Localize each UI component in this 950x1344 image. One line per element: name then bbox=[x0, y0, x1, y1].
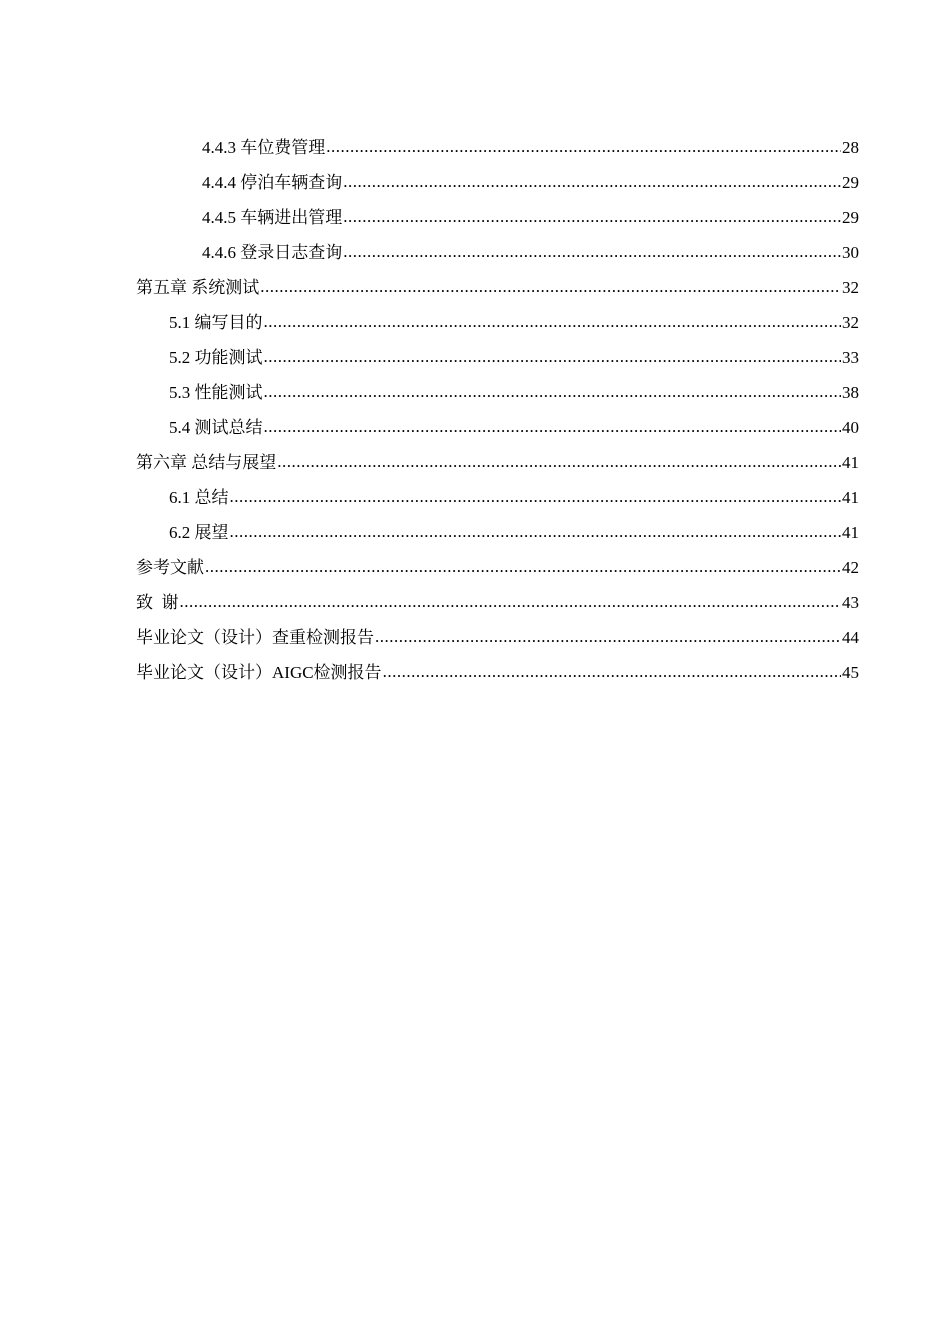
toc-entry-title: 5.3 性能测试 bbox=[169, 383, 263, 402]
toc-dot-leader bbox=[260, 273, 841, 301]
toc-dot-leader bbox=[343, 168, 841, 196]
toc-entry-title: 4.4.5 车辆进出管理 bbox=[202, 208, 343, 227]
toc-dot-leader bbox=[277, 448, 841, 476]
toc-entry-page: 33 bbox=[842, 348, 859, 367]
toc-entry-page: 42 bbox=[842, 558, 859, 577]
toc-dot-leader bbox=[264, 413, 842, 441]
toc-entry[interactable] bbox=[136, 414, 859, 449]
toc-chapter-entry[interactable] bbox=[136, 274, 859, 309]
toc-entry-title: 4.4.6 登录日志查询 bbox=[202, 243, 343, 262]
toc-entry[interactable] bbox=[136, 484, 859, 519]
toc-entry-title: 参考文献 bbox=[136, 558, 204, 577]
toc-entry-page: 41 bbox=[842, 488, 859, 507]
toc-chapter-entry[interactable] bbox=[136, 449, 859, 484]
toc-entry-title: 5.4 测试总结 bbox=[169, 418, 263, 437]
toc-entry-title: 第五章 系统测试 bbox=[136, 278, 260, 297]
toc-entry-page: 32 bbox=[842, 313, 859, 332]
toc-chapter-entry[interactable] bbox=[136, 589, 859, 624]
toc-entry-page: 40 bbox=[842, 418, 859, 437]
toc-chapter-entry[interactable] bbox=[136, 554, 859, 589]
table-of-contents bbox=[136, 134, 859, 694]
toc-entry-title: 5.2 功能测试 bbox=[169, 348, 263, 367]
toc-dot-leader bbox=[375, 623, 841, 651]
toc-entry[interactable] bbox=[136, 379, 859, 414]
toc-entry-title: 6.2 展望 bbox=[169, 523, 229, 542]
toc-entry[interactable] bbox=[136, 344, 859, 379]
toc-entry-title: 4.4.4 停泊车辆查询 bbox=[202, 173, 343, 192]
toc-dot-leader bbox=[180, 588, 842, 616]
toc-dot-leader bbox=[343, 203, 841, 231]
toc-entry-page: 41 bbox=[842, 523, 859, 542]
toc-chapter-entry[interactable] bbox=[136, 624, 859, 659]
toc-entry-title: 5.1 编写目的 bbox=[169, 313, 263, 332]
toc-dot-leader bbox=[383, 658, 841, 686]
toc-entry-title: 4.4.3 车位费管理 bbox=[202, 138, 326, 157]
toc-dot-leader bbox=[264, 378, 842, 406]
toc-entry-page: 45 bbox=[842, 663, 859, 682]
toc-entry-title: 毕业论文（设计）AIGC检测报告 bbox=[136, 663, 382, 682]
toc-entry[interactable] bbox=[136, 519, 859, 554]
toc-entry[interactable] bbox=[136, 169, 859, 204]
toc-entry[interactable] bbox=[136, 204, 859, 239]
toc-chapter-entry[interactable] bbox=[136, 659, 859, 694]
toc-entry-page: 30 bbox=[842, 243, 859, 262]
toc-entry-title: 第六章 总结与展望 bbox=[136, 453, 277, 472]
toc-entry-page: 29 bbox=[842, 173, 859, 192]
toc-entry-page: 32 bbox=[842, 278, 859, 297]
toc-entry-title: 致 谢 bbox=[136, 593, 179, 612]
toc-entry-title: 6.1 总结 bbox=[169, 488, 229, 507]
toc-dot-leader bbox=[230, 483, 842, 511]
toc-entry-page: 38 bbox=[842, 383, 859, 402]
toc-dot-leader bbox=[230, 518, 842, 546]
toc-dot-leader bbox=[326, 133, 841, 161]
toc-dot-leader bbox=[264, 343, 842, 371]
toc-entry[interactable] bbox=[136, 134, 859, 169]
toc-entry-page: 44 bbox=[842, 628, 859, 647]
toc-entry[interactable] bbox=[136, 309, 859, 344]
toc-entry-page: 28 bbox=[842, 138, 859, 157]
toc-entry-title: 毕业论文（设计）查重检测报告 bbox=[136, 628, 374, 647]
toc-entry[interactable] bbox=[136, 239, 859, 274]
toc-entry-page: 29 bbox=[842, 208, 859, 227]
toc-entry-page: 43 bbox=[842, 593, 859, 612]
toc-dot-leader bbox=[205, 553, 841, 581]
toc-dot-leader bbox=[264, 308, 842, 336]
toc-entry-page: 41 bbox=[842, 453, 859, 472]
toc-dot-leader bbox=[343, 238, 841, 266]
